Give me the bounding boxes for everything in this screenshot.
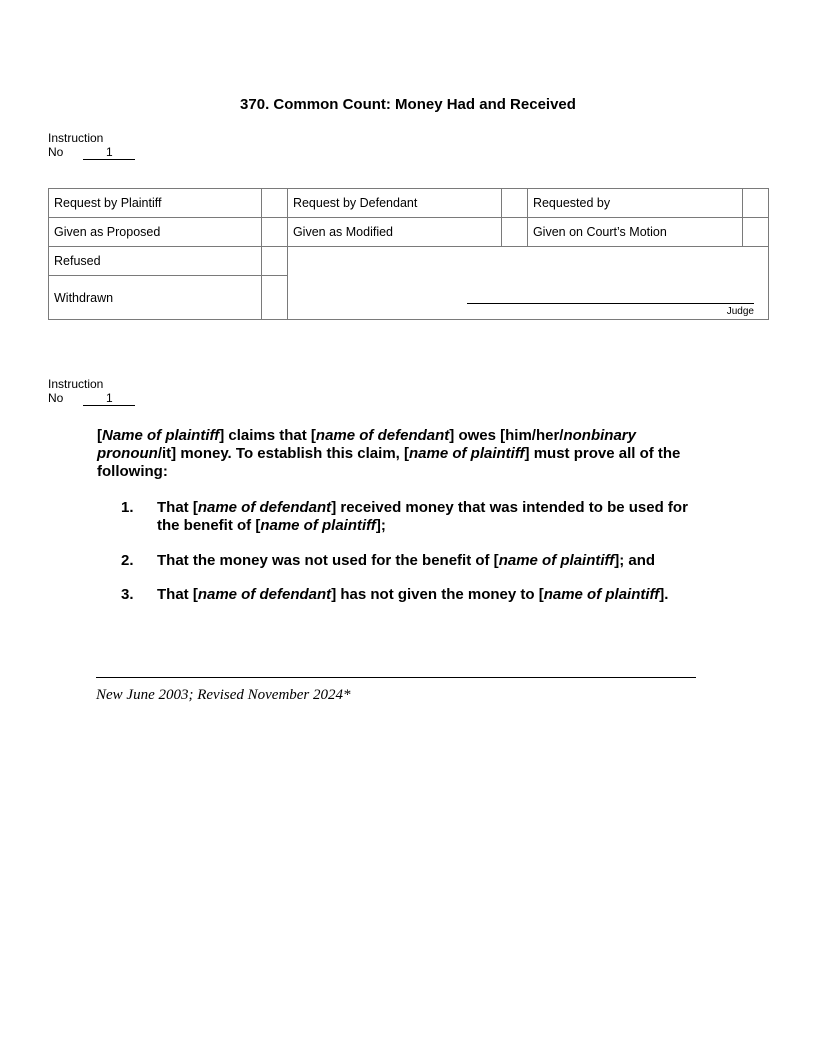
instruction-label: Instruction — [48, 377, 104, 391]
requested-by-checkbox[interactable] — [743, 189, 769, 218]
no-label: No — [48, 145, 64, 159]
request-by-plaintiff-label: Request by Plaintiff — [49, 189, 262, 218]
given-as-proposed-label: Given as Proposed — [49, 218, 262, 247]
instruction-number-block-2 — [48, 377, 135, 406]
request-by-defendant-checkbox[interactable] — [501, 189, 527, 218]
element-number: 1. — [121, 499, 134, 516]
withdrawn-label: Withdrawn — [49, 276, 262, 320]
judge-label: Judge — [726, 306, 754, 317]
element-text: That the money was not used for the benefit of [name of plaintiff]; and — [157, 552, 656, 569]
refused-checkbox[interactable] — [261, 247, 287, 276]
revision-note: New June 2003; Revised November 2024* — [96, 687, 351, 703]
instruction-number: 1 — [83, 392, 135, 406]
judge-signature-line[interactable] — [467, 303, 754, 304]
element-text: That [name of defendant] has not given the money to [name of plaintiff]. — [157, 586, 669, 603]
element-text: That [name of defendant] received money that was intended to be used for the benefit of [name of plaintiff]; — [157, 499, 688, 534]
request-table — [48, 188, 769, 320]
request-by-plaintiff-checkbox[interactable] — [261, 189, 287, 218]
given-on-courts-motion-label: Given on Court’s Motion — [527, 218, 742, 247]
given-as-modified-label: Given as Modified — [287, 218, 501, 247]
judge-signature-area — [287, 247, 768, 320]
instruction-intro: [Name of plaintiff] claims that [name of defendant] owes [him/her/nonbinary pronoun/it] money. To establish this claim, [name of plaintiff] must prove all of the following: — [97, 427, 681, 480]
instruction-number-block — [48, 131, 135, 160]
footer-divider — [96, 677, 696, 678]
instruction-label: Instruction — [48, 131, 104, 145]
no-label: No — [48, 391, 64, 405]
element-number: 2. — [121, 552, 134, 569]
request-by-defendant-label: Request by Defendant — [287, 189, 501, 218]
page-title: 370. Common Count: Money Had and Received — [240, 96, 576, 113]
requested-by-label: Requested by — [527, 189, 742, 218]
refused-label: Refused — [49, 247, 262, 276]
element-number: 3. — [121, 586, 134, 603]
withdrawn-checkbox[interactable] — [261, 276, 287, 320]
given-as-modified-checkbox[interactable] — [501, 218, 527, 247]
given-on-courts-motion-checkbox[interactable] — [743, 218, 769, 247]
given-as-proposed-checkbox[interactable] — [261, 218, 287, 247]
instruction-number: 1 — [83, 146, 135, 160]
